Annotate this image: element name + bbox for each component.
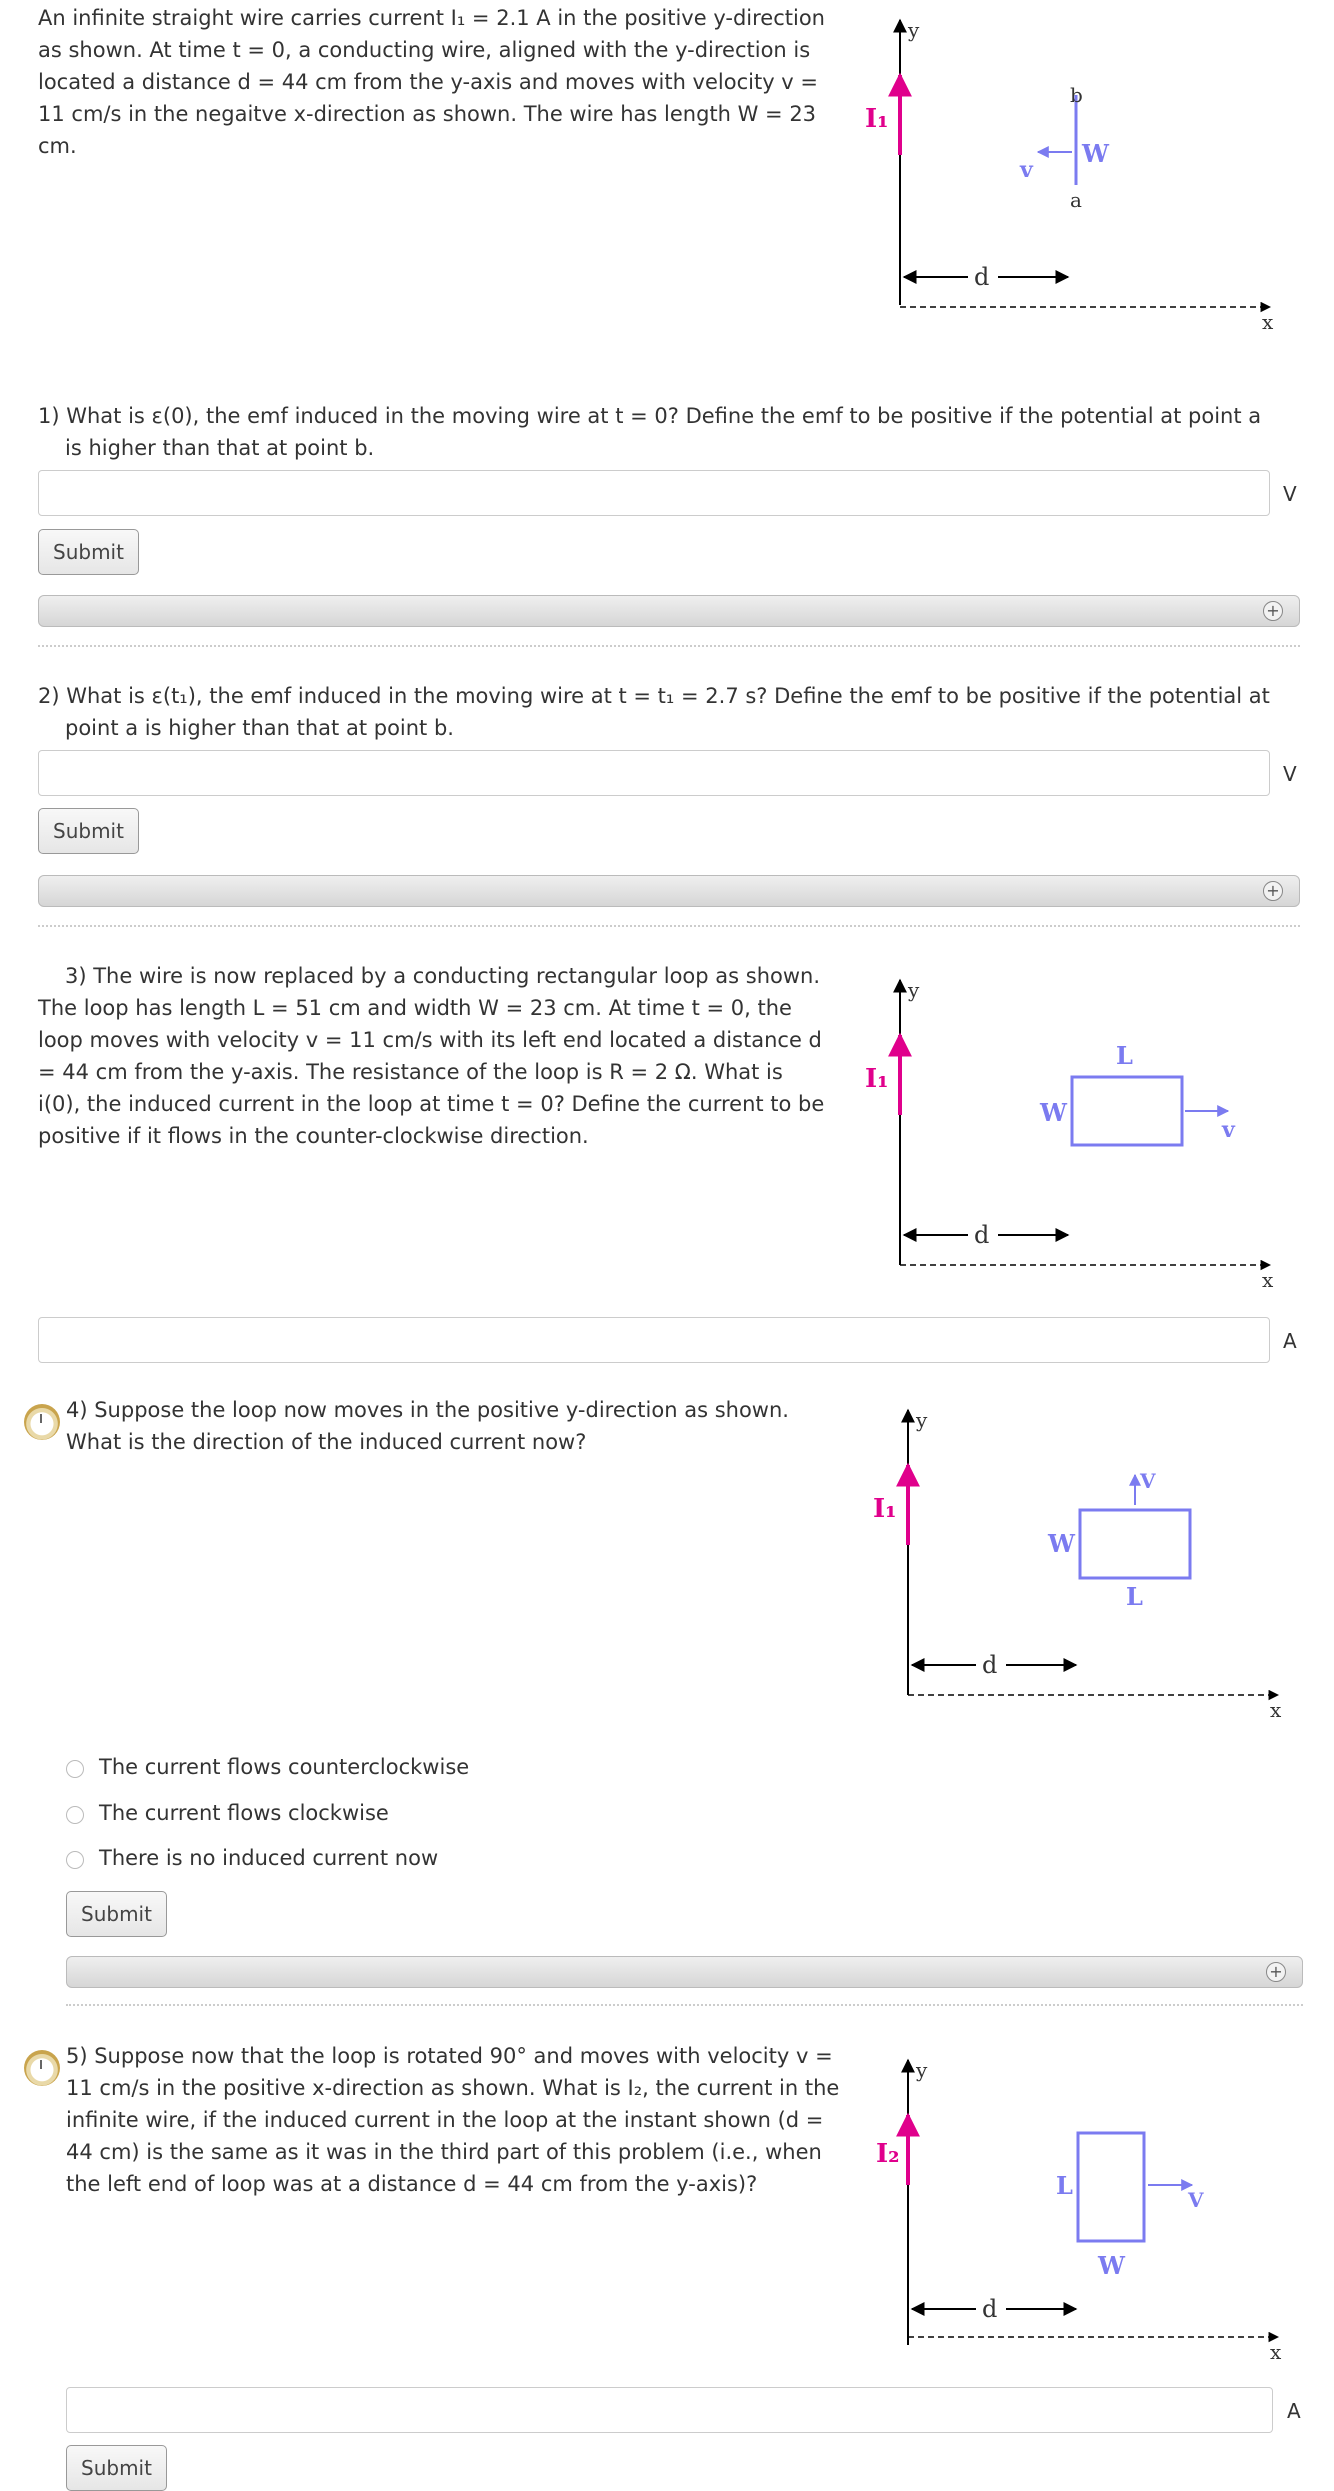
divider <box>66 2004 1303 2006</box>
loop-rectangle <box>1072 1077 1182 1145</box>
submit-1-button[interactable]: Submit <box>38 529 139 575</box>
clock-icon <box>24 1404 60 1440</box>
answer-5-input[interactable] <box>66 2387 1273 2433</box>
loop-rectangle <box>1080 1510 1190 1578</box>
figure-3 <box>850 975 1280 1295</box>
x-axis-label: x <box>1262 310 1274 334</box>
question-1: 1) What is ε(0), the emf induced in the moving wire at t = 0? Define the emf to be positive if the potential at point a is higher than that at point b. <box>38 404 1262 460</box>
loop-width-label: W <box>1098 2251 1125 2280</box>
answer-1-unit: V <box>1283 482 1297 506</box>
figure-1 <box>850 15 1280 335</box>
loop-width-label: W <box>1048 1529 1075 1558</box>
velocity-label: v <box>1020 157 1033 183</box>
answer-3-unit: A <box>1283 1329 1297 1353</box>
wire-length-label: W <box>1082 139 1109 168</box>
loop-length-label: L <box>1126 1582 1143 1611</box>
velocity-label: V <box>1140 1469 1156 1493</box>
x-axis-label: x <box>1270 1698 1282 1722</box>
velocity-label: V <box>1188 2188 1204 2212</box>
point-b-label: b <box>1070 83 1083 107</box>
point-a-label: a <box>1070 188 1082 212</box>
velocity-label: v <box>1222 1117 1235 1143</box>
distance-label: d <box>982 1651 998 1679</box>
loop-length-label: L <box>1116 1041 1133 1070</box>
hint-bar-4[interactable] <box>66 1956 1303 1988</box>
answer-3-input[interactable] <box>38 1317 1270 1363</box>
question-5: 5) Suppose now that the loop is rotated 90° and moves with velocity v = 11 cm/s in the positive x-direction as shown. What is I₂, the current in the infinite wire, if the induced current in the loop at the instant shown (d = 44 cm) is the same as it was in the third part of this problem (i.e., when the left end of loop was at a distance d = 44 cm from the y-axis)? <box>66 2044 840 2196</box>
hint-bar-2[interactable] <box>38 875 1300 907</box>
current-label: I₁ <box>873 1494 897 1524</box>
divider <box>38 925 1300 927</box>
current-label: I₁ <box>865 1064 889 1094</box>
option-radio-3[interactable] <box>66 1851 84 1869</box>
expand-plus-icon[interactable]: + <box>1266 1962 1286 1982</box>
question-3: 3) The wire is now replaced by a conducting rectangular loop as shown. The loop has length L = 51 cm and width W = 23 cm. At time t = 0, the loop moves with velocity v = 11 cm/s with its left end located a distance d = 44 cm from the y-axis. The resistance of the loop is R = 2 Ω. What is i(0), the induced current in the loop at time t = 0? Define the current to be positive if it flows in the counter-clockwise direction. <box>38 964 825 1148</box>
y-axis-label: y <box>908 978 920 1002</box>
problem-intro: An infinite straight wire carries current I₁ = 2.1 A in the positive y-direction as shown. At time t = 0, a conducting wire, aligned with the y-direction is located a distance d = 44 cm from the y-axis and moves with velocity v = 11 cm/s in the negaitve x-direction as shown. The wire has length W = 23 cm. <box>38 6 825 158</box>
distance-label: d <box>974 263 990 291</box>
y-axis-label: y <box>916 2058 928 2082</box>
option-label-3[interactable]: There is no induced current now <box>99 1846 439 1870</box>
y-axis-label: y <box>916 1408 928 1432</box>
y-axis-label: y <box>908 18 920 42</box>
x-axis-label: x <box>1270 2340 1282 2364</box>
loop-length-label: L <box>1056 2171 1073 2200</box>
option-radio-1[interactable] <box>66 1760 84 1778</box>
submit-5-button[interactable]: Submit <box>66 2445 167 2491</box>
expand-plus-icon[interactable]: + <box>1263 601 1283 621</box>
answer-1-input[interactable] <box>38 470 1270 516</box>
option-label-1[interactable]: The current flows counterclockwise <box>99 1755 470 1779</box>
current-label: I₁ <box>865 104 889 134</box>
hint-bar-1[interactable] <box>38 595 1300 627</box>
option-label-2[interactable]: The current flows clockwise <box>99 1801 389 1825</box>
current-label: I₂ <box>876 2139 900 2169</box>
loop-rectangle <box>1078 2133 1144 2241</box>
answer-2-input[interactable] <box>38 750 1270 796</box>
figure-5 <box>858 2055 1288 2375</box>
question-2: 2) What is ε(t₁), the emf induced in the moving wire at t = t₁ = 2.7 s? Define the emf to be positive if the potential at point a is higher than that at point b. <box>38 684 1270 740</box>
x-axis-label: x <box>1262 1268 1274 1292</box>
answer-2-unit: V <box>1283 762 1297 786</box>
answer-5-unit: A <box>1287 2399 1301 2423</box>
question-4: 4) Suppose the loop now moves in the positive y-direction as shown. What is the direction of the induced current now? <box>66 1398 789 1454</box>
loop-width-label: W <box>1040 1098 1067 1127</box>
distance-label: d <box>974 1221 990 1249</box>
figure-4 <box>858 1405 1288 1725</box>
expand-plus-icon[interactable]: + <box>1263 881 1283 901</box>
distance-label: d <box>982 2295 998 2323</box>
divider <box>38 645 1300 647</box>
submit-4-button[interactable]: Submit <box>66 1891 167 1937</box>
clock-icon <box>24 2050 60 2086</box>
option-radio-2[interactable] <box>66 1806 84 1824</box>
submit-2-button[interactable]: Submit <box>38 808 139 854</box>
